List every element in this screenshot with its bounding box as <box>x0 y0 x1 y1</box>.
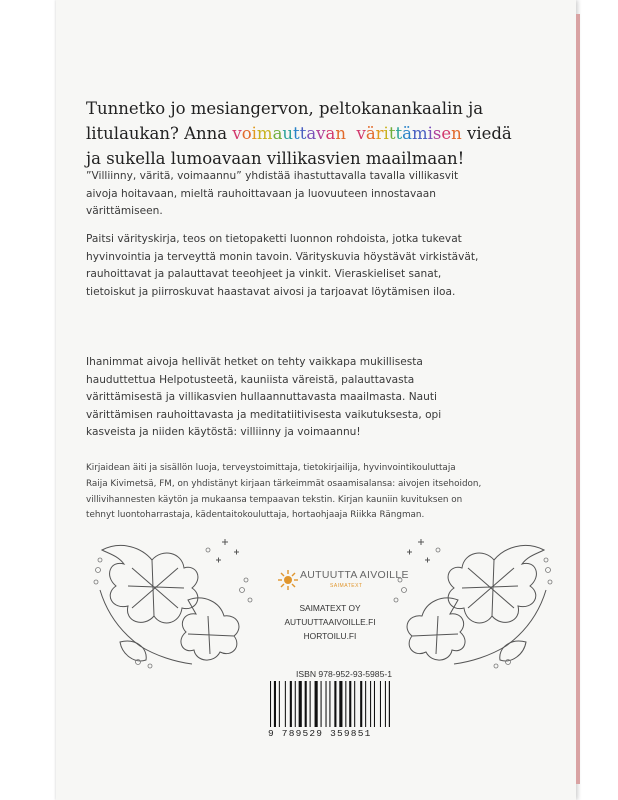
publisher-name: SAIMATEXT OY <box>299 603 361 613</box>
barcode-bar <box>295 681 296 727</box>
lead-gap <box>346 124 357 143</box>
rainbow-letter: e <box>441 124 452 143</box>
paragraph-line: kasveista ja niiden käytöstä: villiinny ja voimaannu! <box>86 426 361 438</box>
paragraph-line: hyvinvointia ja terveyttä monin tavoin. Värityskuvia höystävät virkistävät, <box>86 250 479 263</box>
rainbow-letter: ä <box>365 124 376 143</box>
barcode-bar <box>270 681 271 727</box>
rainbow-word-voimauttavan <box>232 124 346 143</box>
rainbow-letter: v <box>356 124 366 143</box>
barcode-bar <box>290 681 292 727</box>
paragraph-line: Paitsi värityskirja, teos on tietopaketti luonnon rohdoista, jotka tukevat <box>86 233 462 245</box>
logo-name: AUTUUTTA AIVOILLE <box>300 569 409 581</box>
rainbow-letter: t <box>299 124 307 143</box>
rainbow-letter: i <box>427 124 433 143</box>
lead-line-3: ja sukella lumoavaan villikasvien maailmaan! <box>86 149 465 168</box>
barcode-bar <box>360 681 362 727</box>
lead-line-2-end: viedä <box>461 124 512 143</box>
rainbow-letter: v <box>232 124 242 143</box>
lead-line-2 <box>86 121 558 146</box>
paragraph-line: Raija Kivimetsä, FM, on yhdistänyt kirjaan tärkeimmät osaamisalansa: aivojen itsehoidon, <box>86 478 482 489</box>
book-spine-edge <box>576 14 580 784</box>
rainbow-letter: i <box>383 124 389 143</box>
rainbow-letter: t <box>293 124 300 143</box>
rainbow-letter: n <box>335 124 346 143</box>
barcode-bar <box>385 681 386 727</box>
lead-line-1: Tunnetko jo mesiangervon, peltokanankaalin ja <box>86 99 484 118</box>
rainbow-letter: a <box>306 124 317 143</box>
barcode-bar <box>365 681 366 727</box>
paragraph-1 <box>86 168 558 221</box>
paragraph-line: ”Villiinny, väritä, voimaannu” yhdistää ihastuttavalla tavalla villikasvit <box>86 170 459 182</box>
rainbow-letter: s <box>432 124 442 143</box>
paragraph-3 <box>86 354 558 442</box>
paragraph-line: rauhoittavat ja palauttavat teeohjeet ja vinkit. Vieraskieliset sanat, <box>86 268 442 280</box>
barcode-bar <box>285 681 286 727</box>
barcode-bar <box>389 681 390 727</box>
author-paragraph <box>86 461 558 524</box>
paragraph-line: Kirjaidean äiti ja sisällön luoja, terveystoimittaja, tietokirjailija, hyvinvointikouluttaja <box>86 463 456 473</box>
barcode-bar <box>334 681 336 727</box>
barcode-bar <box>339 681 342 727</box>
barcode-bar <box>326 681 327 727</box>
barcode-icon <box>268 681 390 727</box>
barcode-bar <box>274 681 276 727</box>
rainbow-letter: m <box>411 124 428 143</box>
barcode-bar <box>380 681 381 727</box>
barcode-bar <box>321 681 322 727</box>
rainbow-letter: t <box>395 124 403 143</box>
barcode-bar <box>305 681 307 727</box>
barcode-bar <box>374 681 375 727</box>
barcode-bar <box>299 681 302 727</box>
rainbow-letter: u <box>282 124 294 143</box>
paragraph-line: tehnyt luontoharrastaja, kädentaitokouluttaja, hortaohjaaja Riikka Rängman. <box>86 510 425 521</box>
paragraph-line: aivoja hoitavaan, mieltä rauhoittavaan ja luovuuteen innostavaan <box>86 187 436 200</box>
rainbow-letter: i <box>251 124 257 143</box>
paragraph-line: hauduttettua Helpotusteetä, kauniista väreistä, palauttavasta <box>86 373 415 386</box>
publisher-site-2: HORTOILU.FI <box>303 631 357 641</box>
rainbow-letter: a <box>272 124 283 143</box>
rainbow-letter: n <box>451 124 462 143</box>
logo-subtitle: SAIMATEXT <box>330 583 363 589</box>
barcode-bar <box>349 681 351 727</box>
rainbow-letter: r <box>375 124 384 143</box>
barcode-bar <box>279 681 280 727</box>
rainbow-letter: ä <box>402 124 412 143</box>
barcode-bar <box>315 681 318 727</box>
rainbow-letter: a <box>325 124 336 143</box>
isbn-label: ISBN 978-952-93-5985-1 <box>295 669 392 679</box>
rainbow-letter: v <box>316 124 326 143</box>
lead-text <box>86 96 558 171</box>
paragraph-line: värittämiseen. <box>86 205 163 217</box>
publisher-site-1: AUTUUTTAAIVOILLE.FI <box>284 617 376 627</box>
leaf-illustration-right-icon <box>384 530 554 670</box>
lead-line-2-start: litulaukan? Anna <box>86 124 233 143</box>
paragraph-2 <box>86 231 558 301</box>
barcode-bar <box>329 681 330 727</box>
paragraph-line: Ihanimmat aivoja hellivät hetket on tehty vaikkapa mukillisesta <box>86 356 423 368</box>
barcode-digits: 9 789529 359851 <box>268 728 372 739</box>
barcode-bar <box>370 681 371 727</box>
barcode-bar <box>345 681 346 727</box>
paragraph-line: villivihannesten käytön ja mukaansa tempaavan tekstin. Kirjan kauniin kuvituksen on <box>86 494 463 505</box>
rainbow-letter: o <box>241 124 252 143</box>
barcode-bar <box>310 681 311 727</box>
rainbow-letter: m <box>256 124 273 143</box>
paragraph-line: värittämisen rauhoittavasta ja meditatiitivisesta vaikutuksesta, opi <box>86 408 442 421</box>
leaf-illustration-left-icon <box>92 530 262 670</box>
paragraph-line: värittämisestä ja villikasvien hullaannuttavasta maailmasta. Nauti <box>86 391 437 403</box>
paragraph-line: tietoiskut ja piirroskuvat haastavat aivosi ja tarjoavat löytämisen iloa. <box>86 285 456 298</box>
barcode-bar <box>354 681 355 727</box>
rainbow-word-varittamisen <box>356 124 461 143</box>
rainbow-letter: t <box>388 124 396 143</box>
